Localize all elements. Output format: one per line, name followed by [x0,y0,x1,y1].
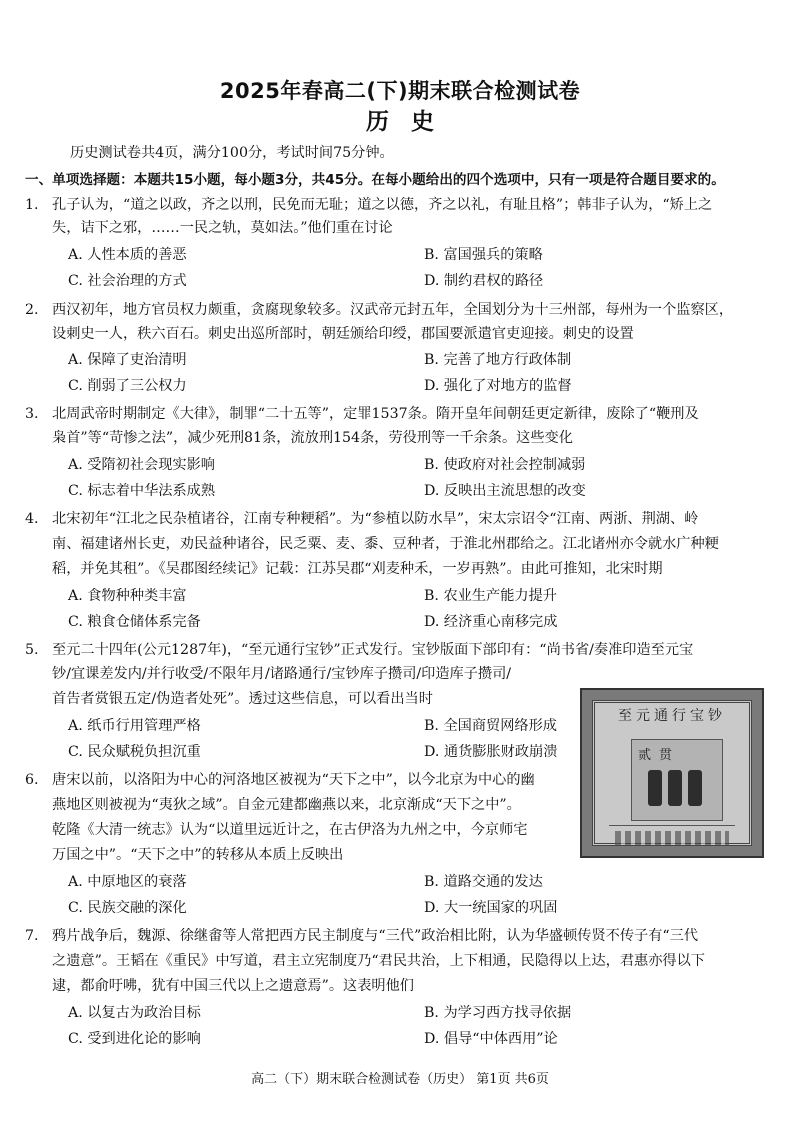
option-c: C. 受到进化论的影响 [68,1031,201,1047]
option-d: D. 通货膨胀财政崩溃 [424,744,558,760]
banknote-lower-text [615,831,729,845]
banknote-divider [609,825,735,826]
question-text-line: 之遗意”。王韬在《重民》中写道，君主立宪制度乃“君民共治，上下相通，民隐得以上达，君惠亦得以下 [52,953,705,969]
option-c: C. 社会治理的方式 [68,273,187,289]
option-c: C. 标志着中华法系成熟 [68,483,216,499]
question-text-line: 逮，都俞吁咈，犹有中国三代以上之遗意焉”。这表明他们 [52,978,414,994]
option-b: B. 全国商贸网络形成 [424,718,557,734]
question-text-line: 乾隆《大清一统志》认为“以道里远近计之，在古伊洛为九州之中，今京师宅 [52,822,528,838]
exam-intro: 历史测试卷共4页，满分100分，考试时间75分钟。 [70,145,394,161]
option-a: A. 纸币行用管理严格 [68,718,201,734]
question-text-line: 西汉初年，地方官员权力颇重，贪腐现象较多。汉武帝元封五年，全国划分为十三州部，每州为一个监察区， [52,302,734,318]
exam-title: 2025年春高二(下)期末联合检测试卷 [219,79,581,103]
option-d: D. 反映出主流思想的改变 [424,483,586,499]
question-text-line: 设刺史一人，秩六百石。刺史出巡所部时，朝廷颁给印绶，郡国要派遣官吏迎接。刺史的设置 [52,326,634,342]
option-a: A. 保障了吏治清明 [68,352,187,368]
question-text-line: 燕地区则被视为“夷狄之域”。自金元建都幽燕以来，北京渐成“天下之中”。 [52,797,521,813]
coin-string-icon [648,770,662,806]
option-a: A. 食物种种类丰富 [68,588,187,604]
option-d: D. 经济重心南移完成 [424,614,558,630]
banknote-center-panel [631,739,723,821]
question-text-line: 枭首”等“苛惨之法”，减少死刑81条，流放刑154条，劳役刑等一千余条。这些变化 [52,430,573,446]
question-text-line: 钞/宜课差发内/并行收受/不限年月/诸路通行/宝钞库子攒司/印造库子攒司/ [52,666,512,682]
option-c: C. 粮食仓储体系完备 [68,614,201,630]
option-b: B. 使政府对社会控制减弱 [424,457,586,473]
option-a: A. 受隋初社会现实影响 [68,457,215,473]
coin-string-icon [688,770,702,806]
question-number: 2. [25,302,39,318]
question-number: 7. [25,928,39,944]
option-b: B. 为学习西方找寻依据 [424,1005,572,1021]
subject-title: 历史 [366,109,456,135]
banknote-value: 贰贯 [638,748,681,763]
option-c: C. 民族交融的深化 [68,900,187,916]
question-number: 5. [25,642,39,658]
question-number: 4. [25,511,39,527]
question-number: 6. [25,772,39,788]
option-b: B. 道路交通的发达 [424,874,543,890]
banknote-title: 至元通行宝钞 [618,708,726,724]
question-number: 1. [25,197,39,213]
option-b: B. 富国强兵的策略 [424,247,543,263]
question-text-line: 首告者赏银五定/伪造者处死”。透过这些信息，可以看出当时 [52,691,433,707]
option-a: A. 中原地区的衰落 [68,874,187,890]
option-d: D. 强化了对地方的监督 [424,378,572,394]
question-number: 3. [25,406,39,422]
question-text-line: 鸦片战争后，魏源、徐继畬等人常把西方民主制度与“三代”政治相比附，认为华盛顿传贤不传子有“三代 [52,928,699,944]
coin-string-icon [668,770,682,806]
option-d: D. 大一统国家的巩固 [424,900,558,916]
option-d: D. 制约君权的路径 [424,273,544,289]
question-text-line: 北宋初年“江北之民杂植诸谷，江南专种粳稻”。为“参植以防水旱”，宋太宗诏令“江南、两浙、荆湖、岭 [52,511,699,527]
question-text-line: 唐宋以前，以洛阳为中心的河洛地区被视为“天下之中”，以今北京为中心的幽 [52,772,535,788]
banknote-image [580,688,764,858]
question-text-line: 万国之中”。“天下之中”的转移从本质上反映出 [52,847,344,863]
option-a: A. 人性本质的善恶 [68,247,187,263]
option-c: C. 民众赋税负担沉重 [68,744,201,760]
question-text-line: 孔子认为，“道之以政，齐之以刑，民免而无耻；道之以德，齐之以礼，有耻且格”；韩非子认为，“矫上之 [52,197,713,213]
question-text-line: 南、福建诸州长吏，劝民益种诸谷，民乏粟、麦、黍、豆种者，于淮北州郡给之。江北诸州亦令就水广种粳 [52,536,719,552]
option-b: B. 农业生产能力提升 [424,588,557,604]
option-c: C. 削弱了三公权力 [68,378,187,394]
option-d: D. 倡导“中体西用”论 [424,1031,558,1047]
section-heading: 一、单项选择题：本题共15小题，每小题3分，共45分。在每小题给出的四个选项中，只有一项是符合题目要求的。 [25,172,725,188]
question-text-line: 至元二十四年(公元1287年)，“至元通行宝钞”正式发行。宝钞版面下部印有：“尚书省/奏准印造至元宝 [52,642,694,658]
banknote-frame [592,700,752,846]
question-text-line: 失，诘下之邪，……一民之轨，莫如法。”他们重在讨论 [52,220,393,236]
question-text-line: 北周武帝时期制定《大律》，制罪“二十五等”，定罪1537条。隋开皇年间朝廷更定新律，废除了“鞭刑及 [52,406,699,422]
question-text-line: 稻，并免其租”。《吴郡图经续记》记载：江苏吴郡“刈麦种禾，一岁再熟”。由此可推知，北宋时期 [52,561,663,577]
option-a: A. 以复古为政治目标 [68,1005,201,1021]
page-footer: 高二（下）期末联合检测试卷（历史） 第1页 共6页 [251,1072,549,1087]
option-b: B. 完善了地方行政体制 [424,352,572,368]
